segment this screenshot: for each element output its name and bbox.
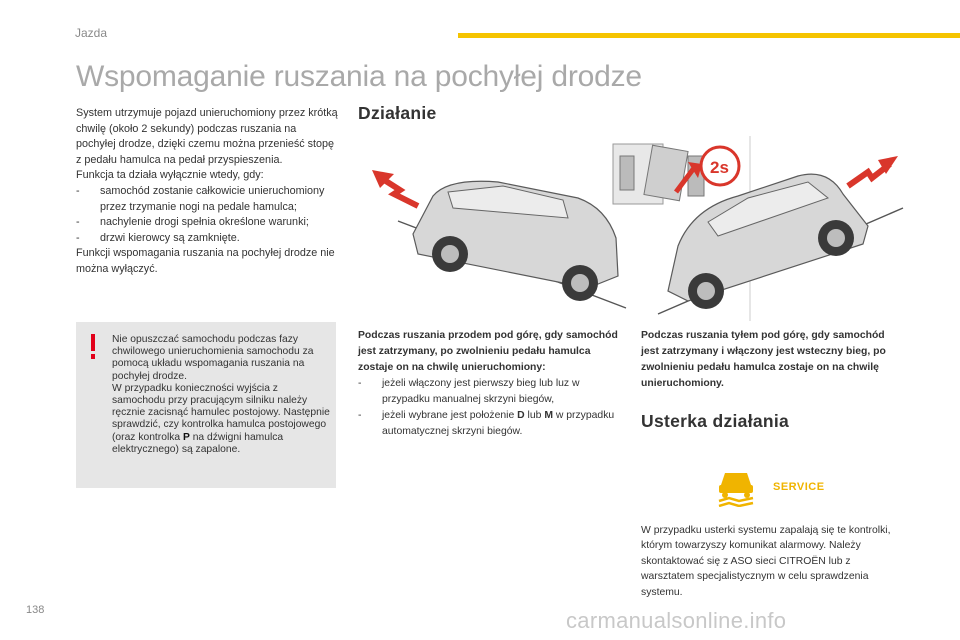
intro-text (76, 106, 338, 278)
section-heading-operation: Działanie (358, 103, 437, 123)
fault-text: W przypadku usterki systemu zapalają się te kontrolki, którym towarzyszy komunikat alarmowy. Należy skontaktować się z ASO sieci CITROËN lub z warsztatem specjalistycznym w celu sprawdzenia systemu. (641, 525, 891, 598)
section-heading-fault: Usterka działania (641, 411, 790, 431)
hill-assist-warning-icon (713, 465, 759, 507)
forward-arrow-icon (372, 170, 418, 206)
forward-car-illustration (398, 181, 626, 308)
forward-condition-item: - jeżeli wybrane jest położenie D lub M w przypadku automatycznej skrzyni biegów. (358, 410, 615, 437)
time-2s-icon (701, 147, 739, 185)
reverse-arrow-icon (848, 156, 898, 186)
exclamation-icon (88, 334, 98, 360)
reverse-start-text: Podczas ruszania tyłem pod górę, gdy samochód jest zatrzymany i włączony jest wsteczny bieg, po zwolnieniu pedału hamulca zostaje on na chwilę unieruchomiony. (641, 330, 886, 389)
condition-item: - drzwi kierowcy są zamknięte. (76, 231, 240, 244)
intro-note: Funkcji wspomagania ruszania na pochyłej drodze nie można wyłączyć. (76, 247, 335, 275)
forward-start-text (358, 328, 620, 440)
forward-condition-item: - jeżeli włączony jest pierwszy bieg lub luz w przypadku manualnej skrzyni biegów, (358, 378, 580, 405)
header-accent-bar (458, 33, 960, 38)
intro-paragraph: System utrzymuje pojazd unieruchomiony przez krótką chwilę (około 2 sekundy) podczas ruszania na pochyłej drodze, dzięki czemu można przenieść stopę z pedału hamulca na pedał przyspieszenia. (76, 107, 338, 166)
section-label: Jazda (75, 26, 108, 40)
condition-item: - samochód zostanie całkowicie unieruchomiony przez trzymanie nogi na pedale hamulca; (76, 184, 325, 213)
page-number: 138 (26, 604, 45, 616)
page-title: Wspomaganie ruszania na pochyłej drodze (76, 60, 642, 93)
condition-item: - nachylenie drogi spełnia określone warunki; (76, 216, 309, 229)
service-warning-indicator: SERVICE (773, 481, 825, 493)
watermark: carmanualsonline.info (566, 608, 787, 633)
warning-text: Nie opuszczać samochodu podczas fazy chwilowego unieruchomienia samochodu za pomocą układu wspomagania ruszania na pochyłej drodze. W przypadku konieczności wyjścia z samochodu przy pracującym silniku należy ręcznie zacisnąć hamulec postojowy. Następnie sprawdzić, czy kontrolka hamulca postojowego (oraz kontrolka P na dźwigni hamulca elektrycznego) są zapalone. (112, 334, 330, 455)
conditions-lead: Funkcja ta działa wyłącznie wtedy, gdy: (76, 169, 264, 182)
hill-start-illustration (358, 126, 906, 321)
svg-text:2s: 2s (710, 158, 729, 177)
forward-lead: Podczas ruszania przodem pod górę, gdy samochód jest zatrzymany, po zwolnieniu pedału hamulca zostaje on na chwilę unieruchomiony: (358, 330, 618, 373)
